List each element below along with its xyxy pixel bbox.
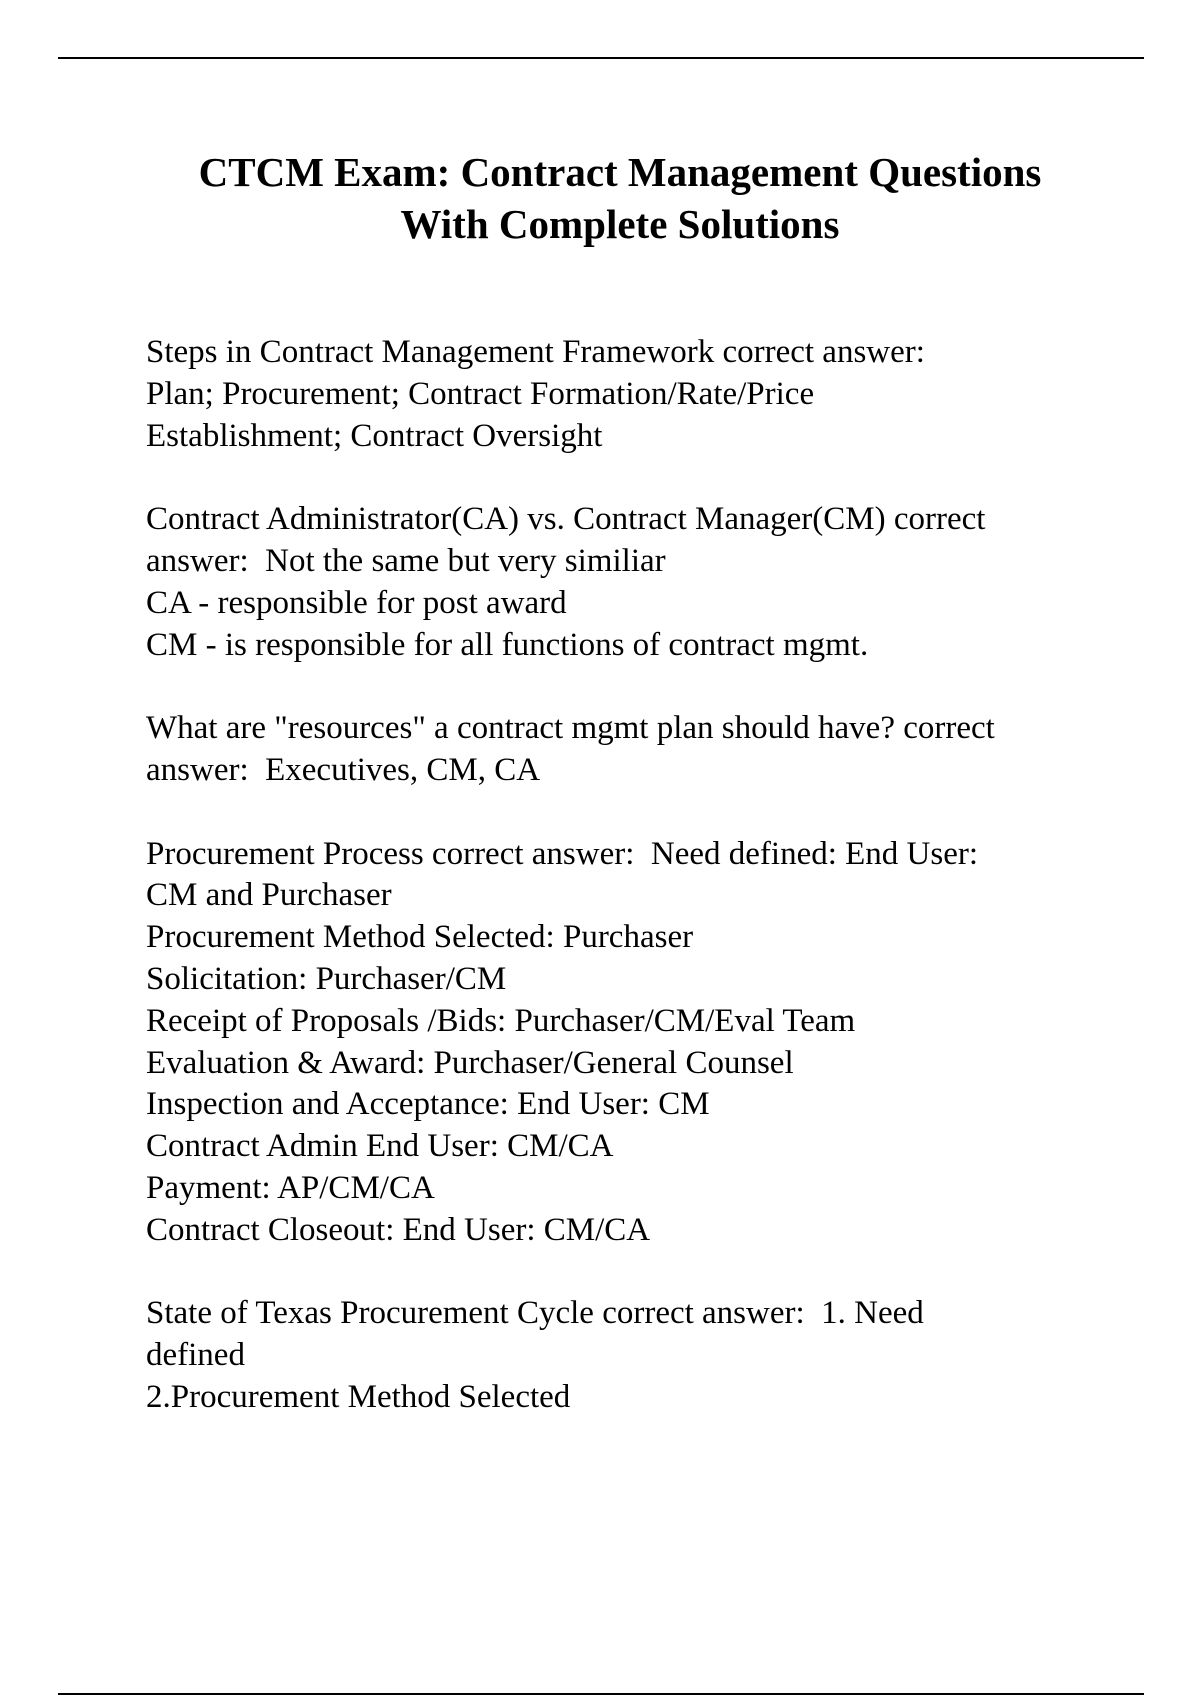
text-line: State of Texas Procurement Cycle correct answer: 1. Need [146,1295,924,1332]
text-line: Procurement Process correct answer: Need defined: End User: [146,835,979,872]
text-line: What are "resources" a contract mgmt plan should have? correct [146,710,995,747]
text-line: Inspection and Acceptance: End User: CM [146,1086,710,1123]
text-line: answer: Not the same but very similiar [146,542,666,579]
qa-entry-procurement-process [146,834,1136,1252]
qa-entry-texas-procurement-cycle [146,1293,1136,1418]
text-line: Establishment; Contract Oversight [146,417,603,454]
qa-content [146,332,1136,1419]
text-line: 2.Procurement Method Selected [146,1378,571,1415]
text-line: Evaluation & Award: Purchaser/General Counsel [146,1044,794,1081]
document-title [100,146,1140,250]
text-line: CA - responsible for post award [146,584,567,621]
text-line: CM - is responsible for all functions of contract mgmt. [146,626,869,663]
text-line: CM and Purchaser [146,877,392,914]
qa-entry-contract-framework [146,332,1136,457]
text-line: Contract Closeout: End User: CM/CA [146,1211,651,1248]
qa-entry-ca-vs-cm [146,499,1136,666]
text-line: Receipt of Proposals /Bids: Purchaser/CM/Eval Team [146,1002,856,1039]
text-line: answer: Executives, CM, CA [146,751,541,788]
text-line: Procurement Method Selected: Purchaser [146,919,694,956]
header-rule [58,57,1144,59]
text-line: Contract Admin End User: CM/CA [146,1128,614,1165]
text-line: defined [146,1337,245,1374]
text-line: Payment: AP/CM/CA [146,1169,435,1206]
text-line: Solicitation: Purchaser/CM [146,960,507,997]
qa-entry-resources [146,708,1136,792]
title-line-2: With Complete Solutions [400,201,840,247]
footer-rule [58,1693,1144,1695]
title-line-1: CTCM Exam: Contract Management Questions [198,149,1042,195]
text-line: Steps in Contract Management Framework correct answer: [146,334,925,370]
text-line: Plan; Procurement; Contract Formation/Rate/Price [146,375,815,412]
text-line: Contract Administrator(CA) vs. Contract Manager(CM) correct [146,501,986,538]
